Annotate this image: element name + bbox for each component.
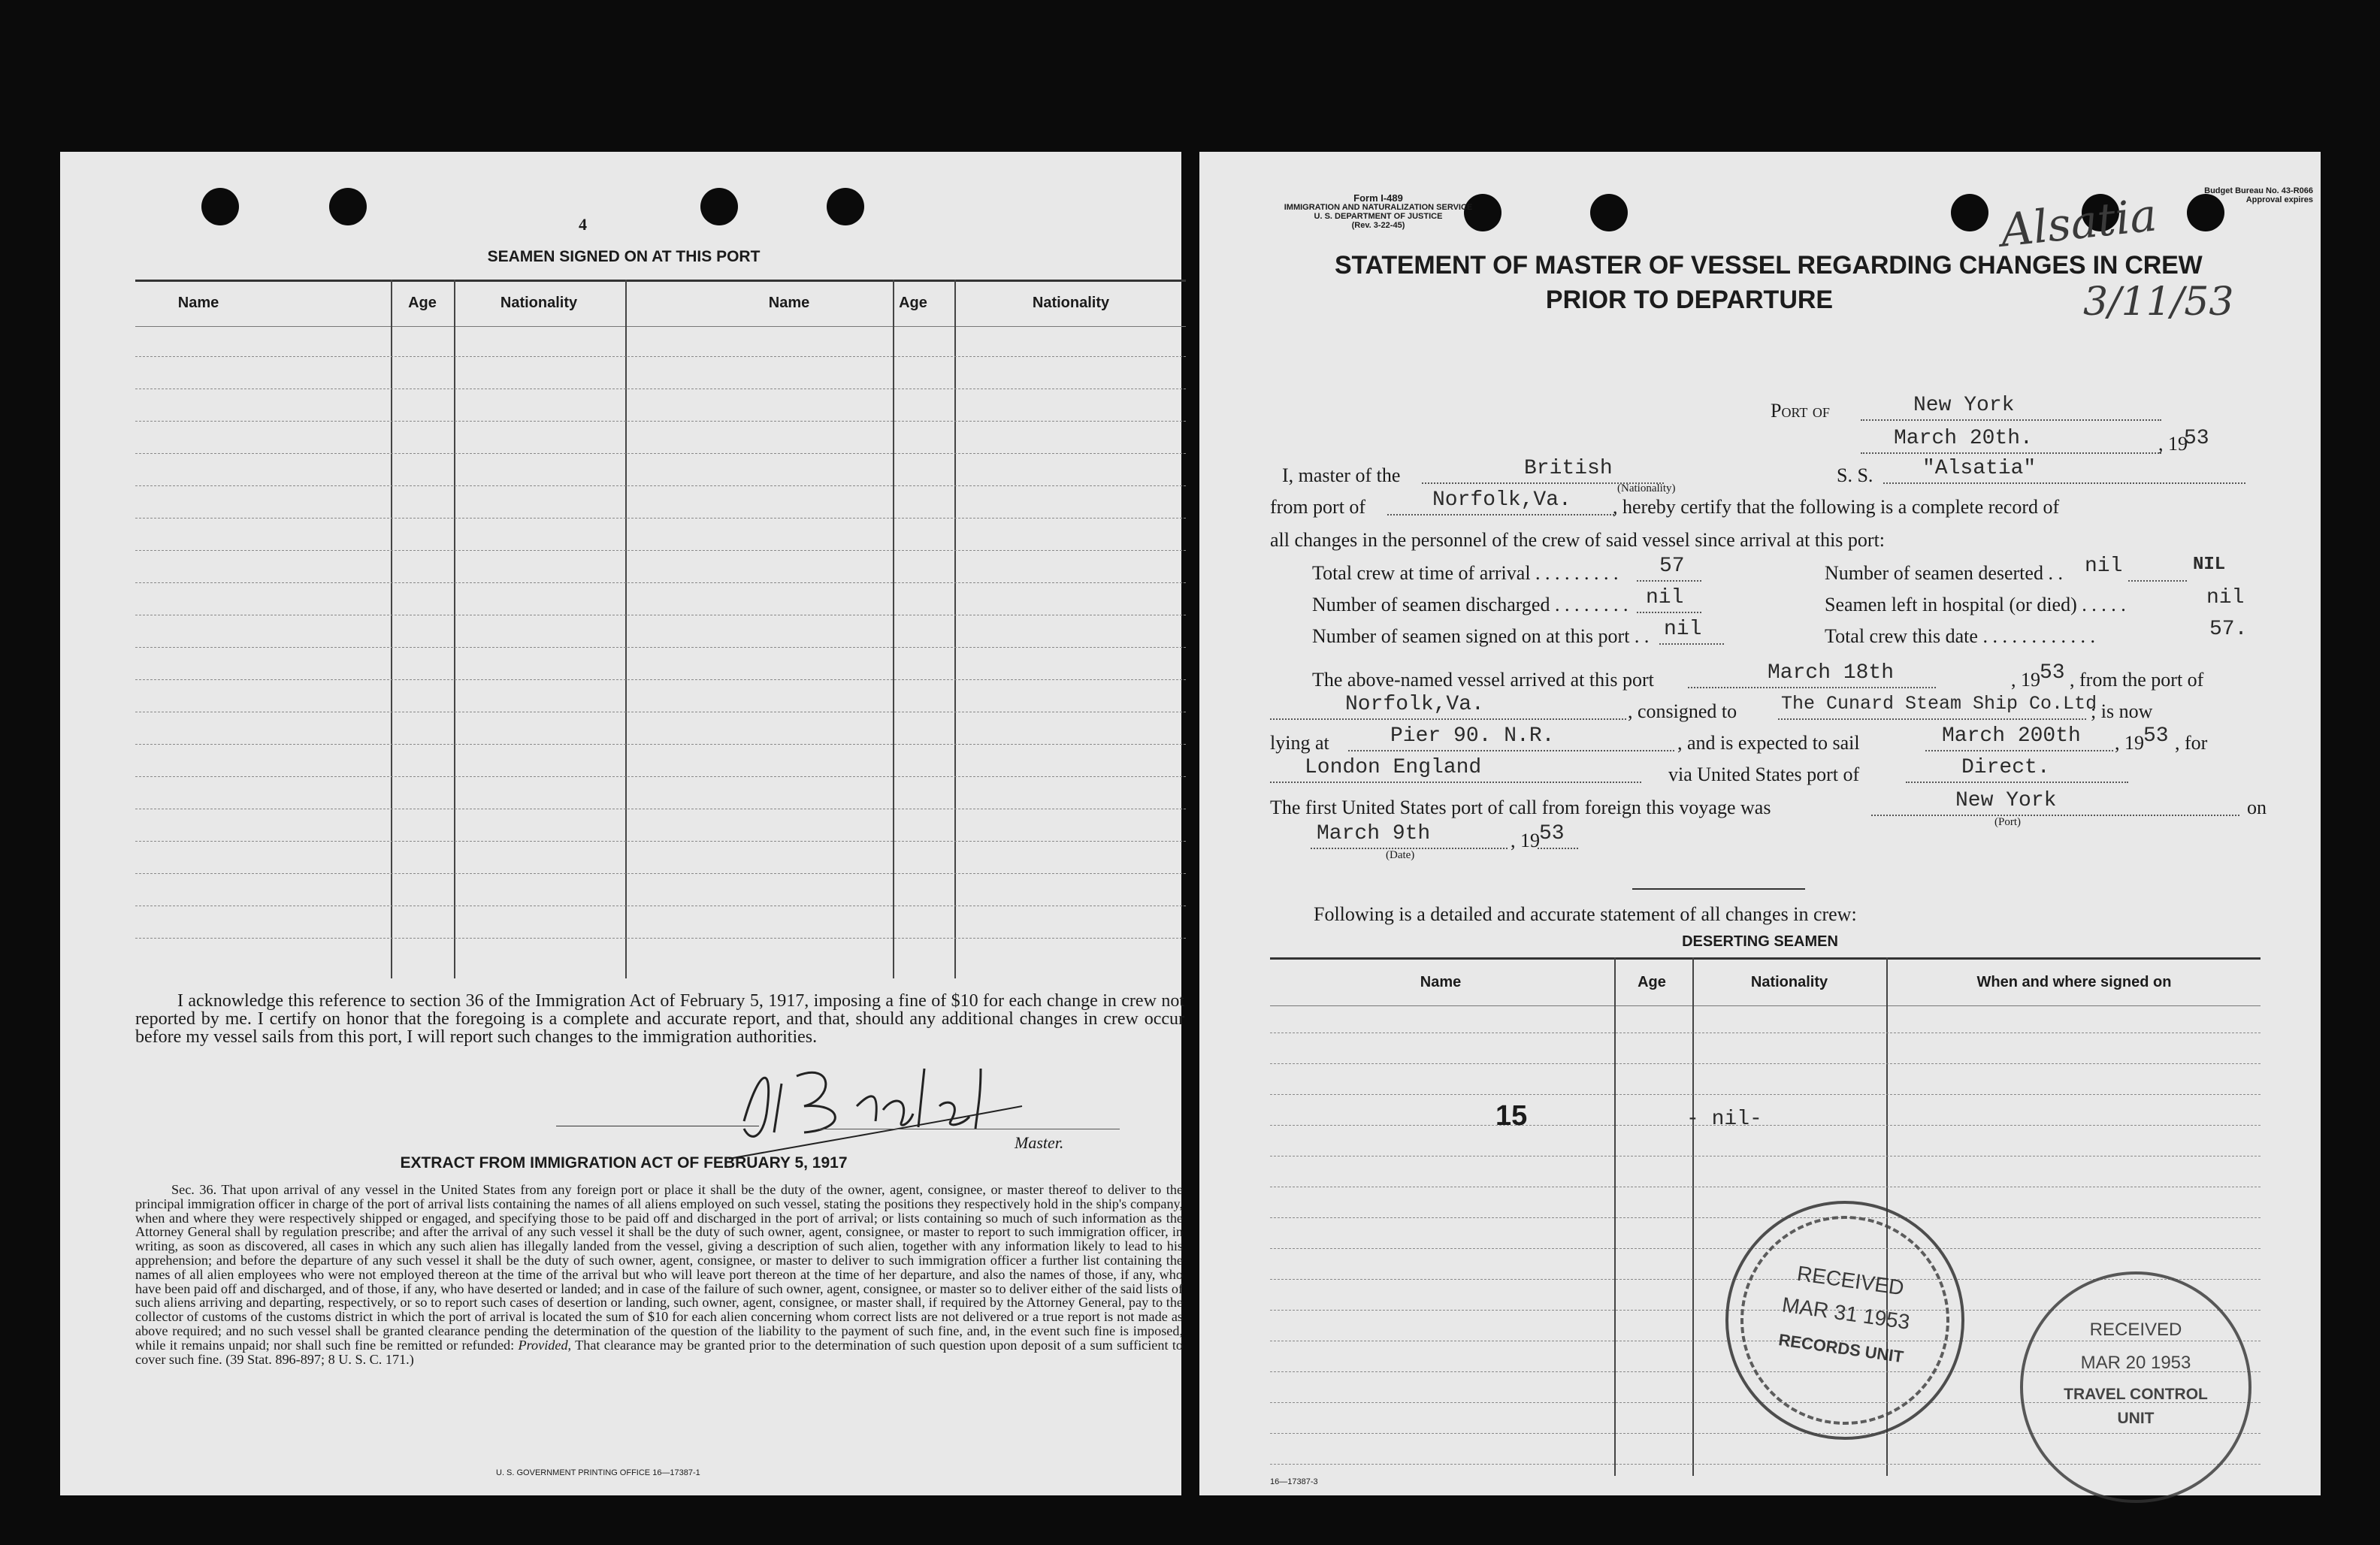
extract-title: EXTRACT FROM IMMIGRATION ACT OF FEBRUARY 5, 1917: [400, 1154, 848, 1172]
table-row: [135, 550, 1186, 551]
deserting-table-header-rule: [1270, 1005, 2261, 1006]
agency-line: IMMIGRATION AND NATURALIZATION SERVICE: [1284, 203, 1473, 212]
table-row: [135, 582, 1186, 583]
printer-note: 16—17387-3: [1270, 1477, 1318, 1486]
table-row: [135, 485, 1186, 486]
agency-line: (Rev. 3-22-45): [1351, 221, 1405, 230]
column-header-nationality: Nationality: [500, 295, 578, 311]
certify-text: , hereby certify that the following is a complete record of: [1613, 496, 2060, 518]
form-number: Form I-489: [1353, 192, 1403, 204]
handwritten-ship-name: Alsatia: [1997, 189, 2160, 258]
date-caption: (Date): [1386, 849, 1415, 861]
on-label: on: [2247, 797, 2267, 818]
table-row: [135, 356, 1186, 357]
table-row: [135, 776, 1186, 777]
table-top-rule: [135, 280, 1186, 282]
from-port2-line: [1270, 718, 1626, 720]
nationality-caption: (Nationality): [1617, 482, 1676, 494]
acknowledgement-paragraph: I acknowledge this reference to section 36 of the Immigration Act of February 5, 1917, imposing a fine of $10 for each change in crew not reported by me. I certify on honor that the foregoing is a complete and accurate report, and that, should any additional changes in crew occur before my vessel sails from this port, I will report such changes to the immigration authorities.: [135, 991, 1184, 1047]
form-header: [1266, 194, 1491, 230]
first-date-value: March 9th: [1317, 822, 1431, 845]
form-subtitle: PRIOR TO DEPARTURE: [1545, 286, 1834, 314]
section-36-end: That clearance may be granted prior to the determination of such question upon deposit of a sum sufficient to cover such fine. (39 Stat. 896-897; 8 U. S. C. 171.): [135, 1337, 1184, 1367]
table-row: [135, 679, 1186, 680]
total-today-label: Total crew this date . . . . . . . . . . . .: [1825, 625, 2095, 647]
arrived-year-prefix: , 19: [2011, 669, 2040, 691]
port-of-line: [1861, 419, 2161, 421]
column-header-nationality: Nationality: [1032, 295, 1110, 311]
section-36-provided: Provided,: [518, 1337, 572, 1353]
ship-line: [1883, 482, 2245, 484]
punch-hole-icon: [827, 188, 864, 225]
total-crew-arrival-value: 57: [1659, 555, 1685, 578]
form-title: STATEMENT OF MASTER OF VESSEL REGARDING CHANGES IN CREW: [1335, 251, 2203, 280]
table-row: [135, 518, 1186, 519]
stamp-unit: RECORDS UNIT: [1777, 1330, 1905, 1367]
column-header-age: Age: [899, 295, 927, 311]
column-header-name: Name: [1420, 974, 1462, 990]
port-caption: (Port): [1994, 816, 2021, 828]
arrived-label: The above-named vessel arrived at this port: [1312, 669, 1654, 691]
hospital-value: nil: [2206, 586, 2245, 609]
signed-on-line: [1659, 643, 1724, 645]
column-header-nationality: Nationality: [1750, 974, 1828, 990]
sail-year-prefix: , 19: [2115, 732, 2144, 754]
port-of-value: New York: [1913, 394, 2015, 417]
punch-hole-icon: [1951, 194, 1988, 231]
discharged-value: nil: [1646, 586, 1684, 609]
date-value: March 20th.: [1894, 427, 2033, 450]
consigned-label: , consigned to: [1628, 700, 1737, 722]
total-crew-arrival-line: [1637, 580, 1701, 582]
column-header-name: Name: [768, 295, 810, 311]
deserted-line: [2128, 580, 2187, 582]
received-stamp: [1710, 1185, 1979, 1455]
is-now-label: ; is now: [2091, 700, 2153, 722]
lying-at-label: lying at: [1270, 732, 1329, 754]
first-year-value: 53: [1539, 822, 1565, 845]
stamp-received: RECEIVED: [1795, 1261, 1906, 1300]
from-port-line: [1387, 514, 1614, 516]
destination-line: [1270, 782, 1641, 783]
sail-date-line: [1925, 750, 2113, 751]
master-of-label: I, master of the: [1282, 464, 1401, 486]
budget-bureau: [2163, 186, 2313, 204]
first-port-label: The first United States port of call from foreign this voyage was: [1270, 797, 1771, 818]
column-header-age: Age: [408, 295, 437, 311]
following-text: Following is a detailed and accurate statement of all changes in crew:: [1314, 903, 1857, 925]
via-value: Direct.: [1961, 756, 2050, 779]
deserted-label: Number of seamen deserted . .: [1825, 562, 2063, 584]
first-year-prefix: , 19: [1511, 830, 1540, 851]
lying-at-line: [1348, 750, 1674, 751]
printer-note: U. S. GOVERNMENT PRINTING OFFICE 16—17387-1: [496, 1468, 700, 1477]
stamp-unit: TRAVEL CONTROL: [2064, 1386, 2208, 1403]
page-number: 4: [579, 215, 587, 234]
consigned-line: [1778, 718, 2086, 720]
column-header-age: Age: [1638, 974, 1666, 990]
arrived-value: March 18th: [1768, 661, 1895, 685]
table-row: [135, 841, 1186, 842]
via-line: [1906, 782, 2128, 783]
table-row: [1270, 1217, 2261, 1218]
stamp-date: MAR 20 1953: [2080, 1353, 2191, 1373]
stamp-date: MAR 31 1953: [1780, 1293, 1912, 1334]
year-prefix: , 19: [2158, 433, 2188, 455]
punch-hole-icon: [329, 188, 367, 225]
punch-hole-icon: [1590, 194, 1628, 231]
table-header-rule: [135, 326, 1186, 327]
stamp-unit-suffix: UNIT: [2117, 1410, 2155, 1427]
column-divider: [1692, 957, 1694, 1476]
table-row: [135, 421, 1186, 422]
lying-at-value: Pier 90. N.R.: [1390, 724, 1555, 748]
via-label: via United States port of: [1668, 763, 1860, 785]
master-label: Master.: [1015, 1133, 1064, 1152]
from-port-label: from port of: [1270, 496, 1366, 518]
arrived-line: [1688, 687, 1936, 688]
table-row: [135, 453, 1186, 454]
deserting-title: DESERTING SEAMEN: [1682, 933, 1838, 950]
deserted-extra: NIL: [2193, 555, 2226, 575]
right-form-page: [1199, 152, 2321, 1495]
section-36-text: [135, 1183, 1183, 1366]
table-row: [1270, 1094, 2261, 1095]
first-port-line: [1871, 815, 2239, 816]
section-title: SEAMEN SIGNED ON AT THIS PORT: [487, 248, 761, 265]
column-header-name: Name: [177, 295, 219, 311]
table-row: [135, 647, 1186, 648]
travel-control-stamp: [2020, 1271, 2251, 1503]
punch-hole-icon: [201, 188, 239, 225]
column-header-when-where: When and where signed on: [1976, 974, 2172, 990]
deserting-table-top-rule: [1270, 957, 2261, 960]
ss-label: S. S.: [1837, 464, 1873, 486]
destination-value: London England: [1305, 756, 1482, 779]
punch-hole-icon: [700, 188, 738, 225]
hospital-label: Seamen left in hospital (or died) . . . . .: [1825, 594, 2126, 615]
section-36-body: That upon arrival of any vessel in the United States from any foreign port or place it shall be the duty of the owner, agent, consignee, or master thereof to deliver to the principal immigration officer in charge of the port of arrival lists containing the names of all aliens employed on such vessel, stating the positions they respectively hold in the ship's company, when and where they were respectively shipped or engaged, and specifying those to be paid off and discharged in the port of arrival; or lists containing so much of such information as the Attorney General shall by regulation prescribe; and after the arrival of any such vessel it shall be the duty of such owner, agent, consignee, or master to report to such immigration officer, in writing, as soon as discovered, all cases in which any such alien has illegally landed from the vessel, giving a description of such alien, together with any information likely to lead to his apprehension; and before the departure of any such vessel it shall be the duty of such owner, agent, consignee, or master to deliver to such immigration officer a further list containing the names of all alien employees who were not employed thereon at the time of the arrival but who will leave port thereon at the time of her departure, and also the names of those, if any, who have been paid off and discharged, and of those, if any, who have deserted or landed; and in case of the failure of such owner, agent, consignee, or master so to deliver either of the said lists of such aliens arriving and departing, respectively, or so to report such cases of desertion or landing, such owner, agent, consignee, or master shall, if required by the Attorney General, pay to the collector of customs of the customs district in which the port of arrival is located the sum of $10 for each alien concerning whom correct lists are not delivered or a true report is not made as above required; and no such vessel shall be granted clearance pending the determination of the question of the liability to the payment of such fine, and, in the event such fine is imposed, while it remains unpaid; nor shall such fine be remitted or refunded:: [135, 1182, 1184, 1353]
from-the-port-label: , from the port of: [2070, 669, 2204, 691]
consigned-value: The Cunard Steam Ship Co.Ltd: [1781, 693, 2097, 715]
discharged-line: [1637, 612, 1701, 613]
total-crew-arrival-label: Total crew at time of arrival . . . . . . . . .: [1312, 562, 1619, 584]
from-port2-value: Norfolk,Va.: [1345, 693, 1484, 716]
from-port-value: Norfolk,Va.: [1432, 488, 1571, 512]
table-row: [135, 744, 1186, 745]
arrived-year-value: 53: [2040, 661, 2065, 685]
divider: [1632, 888, 1805, 890]
discharged-label: Number of seamen discharged . . . . . . . .: [1312, 594, 1629, 615]
signed-on-value: nil: [1664, 618, 1702, 641]
all-changes-text: all changes in the personnel of the crew of said vessel since arrival at this port:: [1270, 529, 1886, 551]
sail-year-value: 53: [2143, 724, 2169, 748]
table-row: [1270, 1063, 2261, 1064]
handwritten-date: 3/11/53: [2083, 280, 2234, 325]
agency-line: U. S. DEPARTMENT OF JUSTICE: [1314, 212, 1443, 221]
stamp-received: RECEIVED: [2089, 1320, 2182, 1340]
table-row: [1270, 1125, 2261, 1126]
nationality-value: British: [1524, 457, 1613, 480]
expected-label: , and is expected to sail: [1677, 732, 1860, 754]
nil-entry: - nil-: [1686, 1108, 1762, 1131]
section-36-label: Sec. 36.: [171, 1182, 217, 1197]
for-label: , for: [2175, 732, 2208, 754]
deserted-value: nil: [2085, 555, 2123, 578]
port-of-label: Port of: [1771, 400, 1830, 422]
table-row: [135, 873, 1186, 874]
column-divider: [1614, 957, 1616, 1476]
budget-line: Approval expires: [2245, 195, 2313, 204]
first-port-value: New York: [1955, 789, 2057, 812]
left-form-page: [60, 152, 1184, 1495]
handwritten-count: 15: [1495, 1100, 1528, 1132]
budget-line: Budget Bureau No. 43-R066: [2204, 186, 2313, 195]
table-row: [135, 938, 1186, 939]
sail-date-value: March 200th: [1942, 724, 2081, 748]
ship-value: "Alsatia": [1922, 457, 2037, 480]
first-year-line: [1538, 848, 1578, 849]
signed-on-label: Number of seamen signed on at this port . .: [1312, 625, 1650, 647]
total-today-value: 57.: [2209, 618, 2248, 641]
year-value: 53: [2184, 427, 2209, 450]
date-line: [1861, 452, 2161, 454]
